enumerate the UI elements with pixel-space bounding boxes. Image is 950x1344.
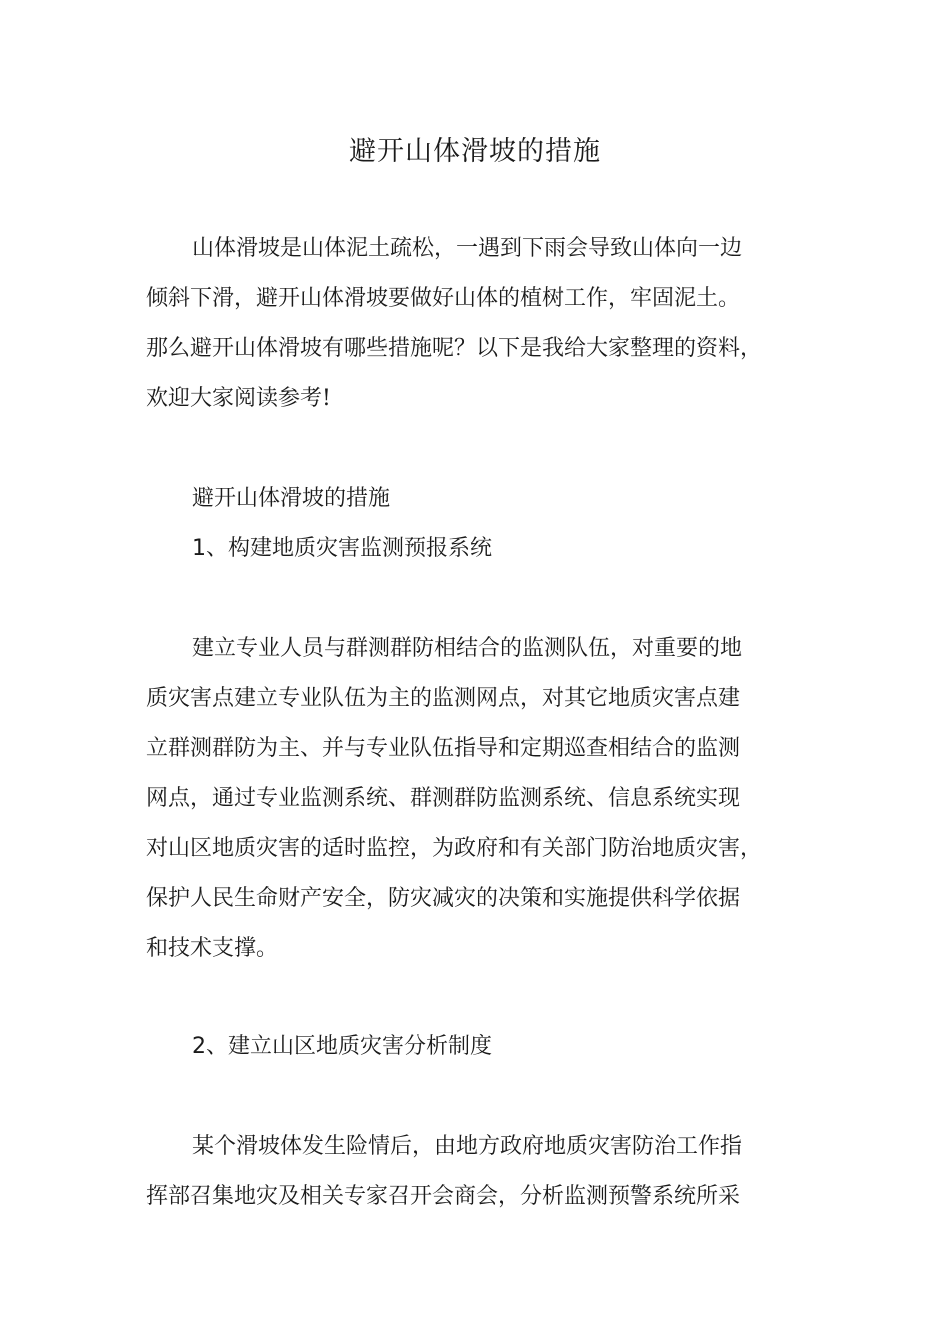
intro-line: 欢迎大家阅读参考! bbox=[146, 386, 331, 411]
item1-line: 网点，通过专业监测系统、群测群防监测系统、信息系统实现 bbox=[146, 786, 741, 811]
section-heading: 避开山体滑坡的措施 bbox=[192, 486, 391, 511]
intro-line: 山体滑坡是山体泥土疏松，一遇到下雨会导致山体向一边 bbox=[192, 236, 743, 261]
item1-line: 质灾害点建立专业队伍为主的监测网点，对其它地质灾害点建 bbox=[146, 686, 741, 711]
intro-line: 那么避开山体滑坡有哪些措施呢？以下是我给大家整理的资料， bbox=[146, 336, 763, 361]
intro-line: 倾斜下滑，避开山体滑坡要做好山体的植树工作，牢固泥土。 bbox=[146, 286, 741, 311]
item2-line: 某个滑坡体发生险情后，由地方政府地质灾害防治工作指 bbox=[192, 1134, 743, 1159]
item2-heading: 2、建立山区地质灾害分析制度 bbox=[192, 1034, 492, 1059]
intro-paragraph bbox=[146, 224, 826, 424]
item1-line: 和技术支撑。 bbox=[146, 936, 279, 961]
item1-line: 对山区地质灾害的适时监控，为政府和有关部门防治地质灾害， bbox=[146, 836, 763, 861]
item1-paragraph bbox=[146, 624, 826, 974]
item1-line: 建立专业人员与群测群防相结合的监测队伍，对重要的地 bbox=[192, 636, 743, 661]
item2-paragraph bbox=[146, 1122, 826, 1222]
item1-heading: 1、构建地质灾害监测预报系统 bbox=[192, 536, 492, 561]
document-title: 避开山体滑坡的措施 bbox=[349, 136, 601, 167]
item1-line: 保护人民生命财产安全，防灾减灾的决策和实施提供科学依据 bbox=[146, 886, 741, 911]
item2-line: 挥部召集地灾及相关专家召开会商会，分析监测预警系统所采 bbox=[146, 1184, 741, 1209]
item1-line: 立群测群防为主、并与专业队伍指导和定期巡查相结合的监测 bbox=[146, 736, 741, 761]
